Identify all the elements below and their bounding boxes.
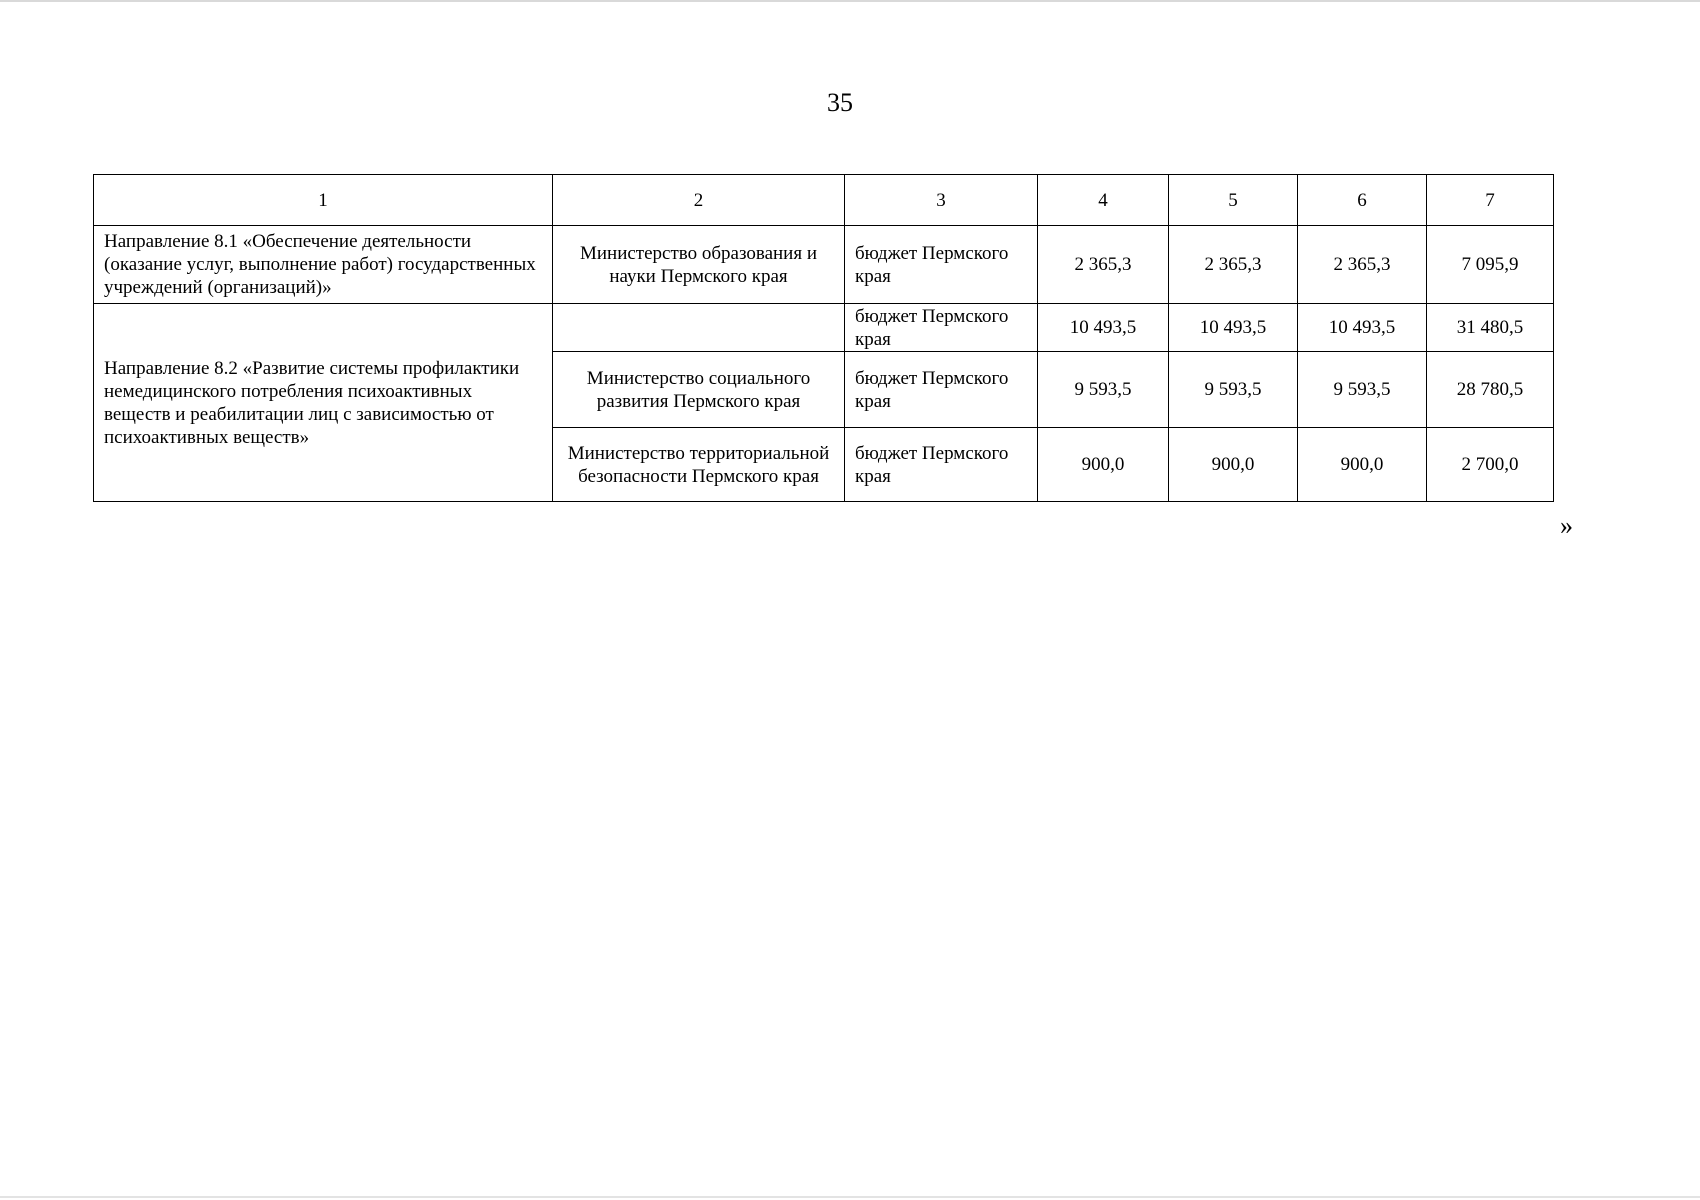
header-cell: 6 xyxy=(1298,175,1427,226)
value-cell: 28 780,5 xyxy=(1427,352,1554,428)
direction-cell: Направление 8.1 «Обеспечение деятельности (оказание услуг, выполнение работ) государственных учреждений (организаций)» xyxy=(94,226,553,304)
value-cell: 10 493,5 xyxy=(1298,304,1427,352)
value-cell: 900,0 xyxy=(1298,428,1427,502)
value-cell: 2 365,3 xyxy=(1298,226,1427,304)
table-header-row xyxy=(94,175,1554,226)
source-cell: бюджет Пермского края xyxy=(845,304,1038,352)
budget-table xyxy=(93,174,1554,502)
value-cell: 9 593,5 xyxy=(1038,352,1169,428)
header-cell: 7 xyxy=(1427,175,1554,226)
header-cell: 2 xyxy=(553,175,845,226)
value-cell: 10 493,5 xyxy=(1038,304,1169,352)
header-cell: 1 xyxy=(94,175,553,226)
header-cell: 5 xyxy=(1169,175,1298,226)
value-cell: 2 365,3 xyxy=(1038,226,1169,304)
table-row xyxy=(94,304,1554,352)
header-cell: 4 xyxy=(1038,175,1169,226)
value-cell: 9 593,5 xyxy=(1169,352,1298,428)
ministry-cell: Министерство образования и науки Пермского края xyxy=(553,226,845,304)
scan-edge-top xyxy=(0,0,1700,2)
source-cell: бюджет Пермского края xyxy=(845,226,1038,304)
value-cell: 31 480,5 xyxy=(1427,304,1554,352)
ministry-cell: Министерство социального развития Пермского края xyxy=(553,352,845,428)
value-cell: 900,0 xyxy=(1038,428,1169,502)
value-cell: 2 700,0 xyxy=(1427,428,1554,502)
value-cell: 9 593,5 xyxy=(1298,352,1427,428)
closing-quote: » xyxy=(1560,511,1573,540)
source-cell: бюджет Пермского края xyxy=(845,428,1038,502)
value-cell: 7 095,9 xyxy=(1427,226,1554,304)
scan-edge-bottom xyxy=(0,1196,1700,1198)
value-cell: 900,0 xyxy=(1169,428,1298,502)
direction-cell: Направление 8.2 «Развитие системы профилактики немедицинского потребления психоактивных веществ и реабилитации лиц с зависимостью от психоактивных веществ» xyxy=(94,304,553,502)
value-cell: 2 365,3 xyxy=(1169,226,1298,304)
table-row xyxy=(94,226,1554,304)
page-number: 35 xyxy=(827,88,853,117)
source-cell: бюджет Пермского края xyxy=(845,352,1038,428)
header-cell: 3 xyxy=(845,175,1038,226)
value-cell: 10 493,5 xyxy=(1169,304,1298,352)
ministry-cell xyxy=(553,304,845,352)
ministry-cell: Министерство территориальной безопасности Пермского края xyxy=(553,428,845,502)
